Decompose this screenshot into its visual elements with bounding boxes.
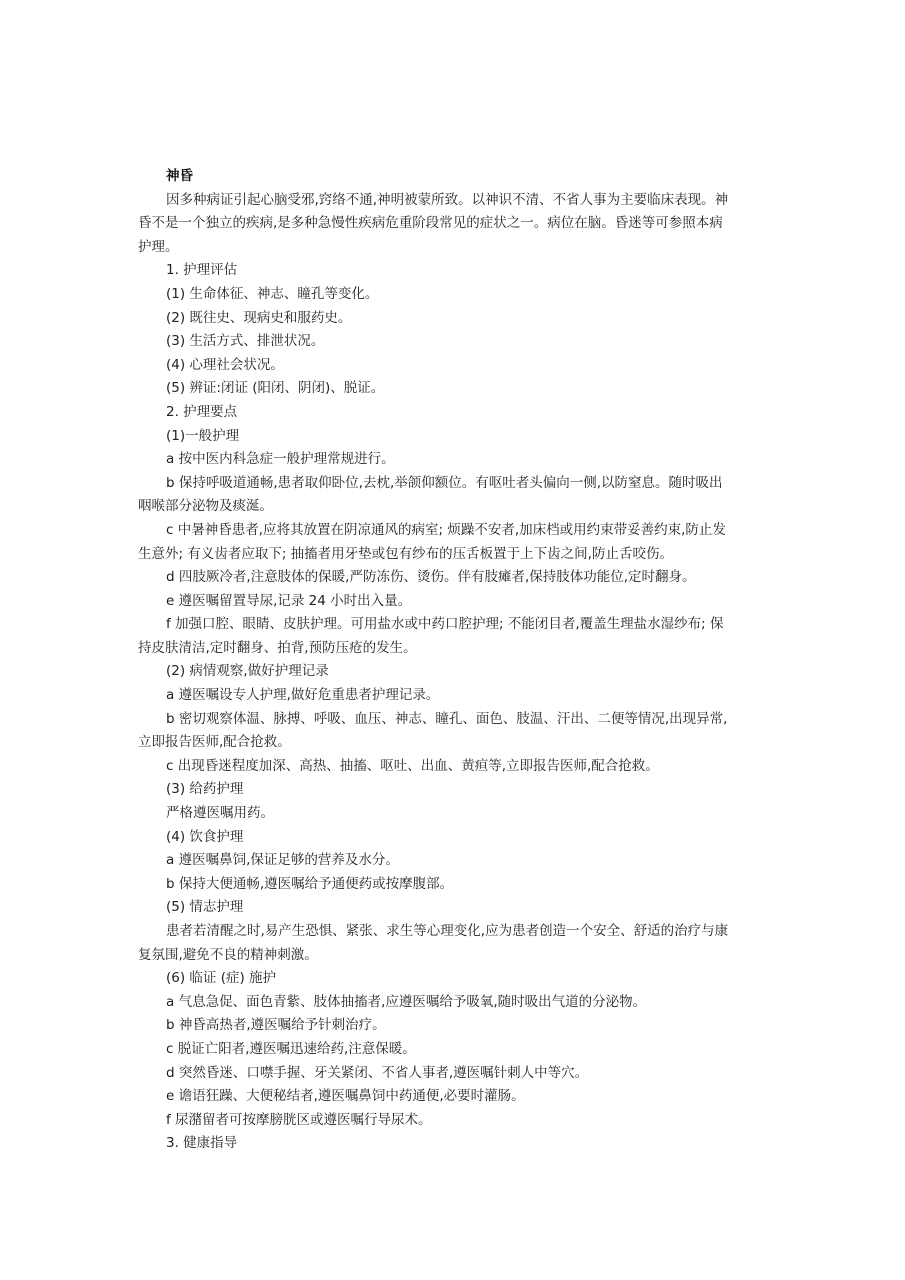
list-item: d 突然昏迷、口噤手握、牙关紧闭、不省人事者,遵医嘱针刺人中等穴。 bbox=[166, 1064, 589, 1081]
list-item: f 尿潴留者可按摩膀胱区或遵医嘱行导尿术。 bbox=[166, 1111, 432, 1128]
section-heading: 2. 护理要点 bbox=[166, 403, 238, 420]
subsection-heading: (1)一般护理 bbox=[166, 427, 240, 444]
subsection-heading: (4) 饮食护理 bbox=[166, 828, 244, 845]
list-item: f 加强口腔、眼睛、皮肤护理。可用盐水或中药口腔护理; 不能闭目者,覆盖生理盐水湿纱布; 保 bbox=[166, 616, 724, 633]
list-item: a 气息急促、面色青紫、肢体抽搐者,应遵医嘱给予吸氧,随时吸出气道的分泌物。 bbox=[166, 993, 647, 1010]
section-heading: 1. 护理评估 bbox=[166, 262, 238, 279]
subsection-heading: (2) 病情观察,做好护理记录 bbox=[166, 663, 329, 680]
list-item-continuation: 持皮肤清洁,定时翻身、拍背,预防压疮的发生。 bbox=[138, 639, 417, 656]
list-item: (2) 既往史、现病史和服药史。 bbox=[166, 309, 352, 326]
list-item: (4) 心理社会状况。 bbox=[166, 356, 284, 373]
document-body bbox=[138, 165, 768, 1156]
list-item: e 谵语狂躁、大便秘结者,遵医嘱鼻饲中药通便,必要时灌肠。 bbox=[166, 1088, 525, 1105]
list-item: (5) 辨证:闭证 (阳闭、阴闭)、脱证。 bbox=[166, 380, 385, 397]
list-item: 患者若清醒之时,易产生恐惧、紧张、求生等心理变化,应为患者创造一个安全、舒适的治疗与康 bbox=[166, 923, 729, 939]
list-item: c 出现昏迷程度加深、高热、抽搐、呕吐、出血、黄疸等,立即报告医师,配合抢救。 bbox=[166, 757, 659, 774]
subsection-heading: (6) 临证 (症) 施护 bbox=[166, 970, 277, 987]
list-item-continuation: 咽喉部分泌物及痰涎。 bbox=[138, 498, 273, 515]
list-item: c 脱证亡阳者,遵医嘱迅速给药,注意保暖。 bbox=[166, 1040, 416, 1057]
list-item: a 遵医嘱鼻饲,保证足够的营养及水分。 bbox=[166, 852, 399, 869]
list-item: (1) 生命体征、神志、瞳孔等变化。 bbox=[166, 285, 379, 302]
subsection-heading: (3) 给药护理 bbox=[166, 781, 244, 798]
list-item: d 四肢厥冷者,注意肢体的保暖,严防冻伤、烫伤。伴有肢瘫者,保持肢体功能位,定时翻身。 bbox=[166, 569, 696, 586]
list-item-continuation: 立即报告医师,配合抢救。 bbox=[138, 734, 291, 751]
list-item-continuation: 生意外; 有义齿者应取下; 抽搐者用牙垫或包有纱布的压舌板置于上下齿之间,防止舌咬伤。 bbox=[138, 545, 673, 562]
list-item: 严格遵医嘱用药。 bbox=[166, 805, 274, 822]
list-item: b 保持呼吸道通畅,患者取仰卧位,去枕,举颌仰额位。有呕吐者头偏向一侧,以防窒息。随时吸出 bbox=[166, 474, 723, 491]
paragraph-line: 因多种病证引起心脑受邪,窍络不通,神明被蒙所致。以神识不清、不省人事为主要临床表现。神 bbox=[166, 191, 729, 208]
list-item: (3) 生活方式、排泄状况。 bbox=[166, 333, 325, 350]
list-item: b 保持大便通畅,遵医嘱给予通便药或按摩腹部。 bbox=[166, 875, 454, 892]
section-heading: 3. 健康指导 bbox=[166, 1135, 238, 1152]
paragraph-line: 护理。 bbox=[138, 238, 179, 255]
list-item: e 遵医嘱留置导尿,记录 24 小时出入量。 bbox=[166, 592, 412, 609]
list-item: a 按中医内科急症一般护理常规进行。 bbox=[166, 451, 395, 468]
paragraph-line: 昏不是一个独立的疾病,是多种急慢性疾病危重阶段常见的症状之一。病位在脑。昏迷等可参照本病 bbox=[138, 215, 723, 232]
list-item: a 遵医嘱设专人护理,做好危重患者护理记录。 bbox=[166, 687, 440, 704]
subsection-heading: (5) 情志护理 bbox=[166, 899, 244, 916]
list-item-continuation: 复氛围,避免不良的精神刺激。 bbox=[138, 946, 318, 963]
list-item: c 中暑神昏患者,应将其放置在阴凉通风的病室; 烦躁不安者,加床档或用约束带妥善约束,防止发 bbox=[166, 521, 726, 538]
document-title: 神昏 bbox=[166, 168, 193, 184]
list-item: b 密切观察体温、脉搏、呼吸、血压、神志、瞳孔、面色、肢温、汗出、二便等情况,出现异常, bbox=[166, 710, 728, 727]
list-item: b 神昏高热者,遵医嘱给予针刺治疗。 bbox=[166, 1017, 386, 1034]
